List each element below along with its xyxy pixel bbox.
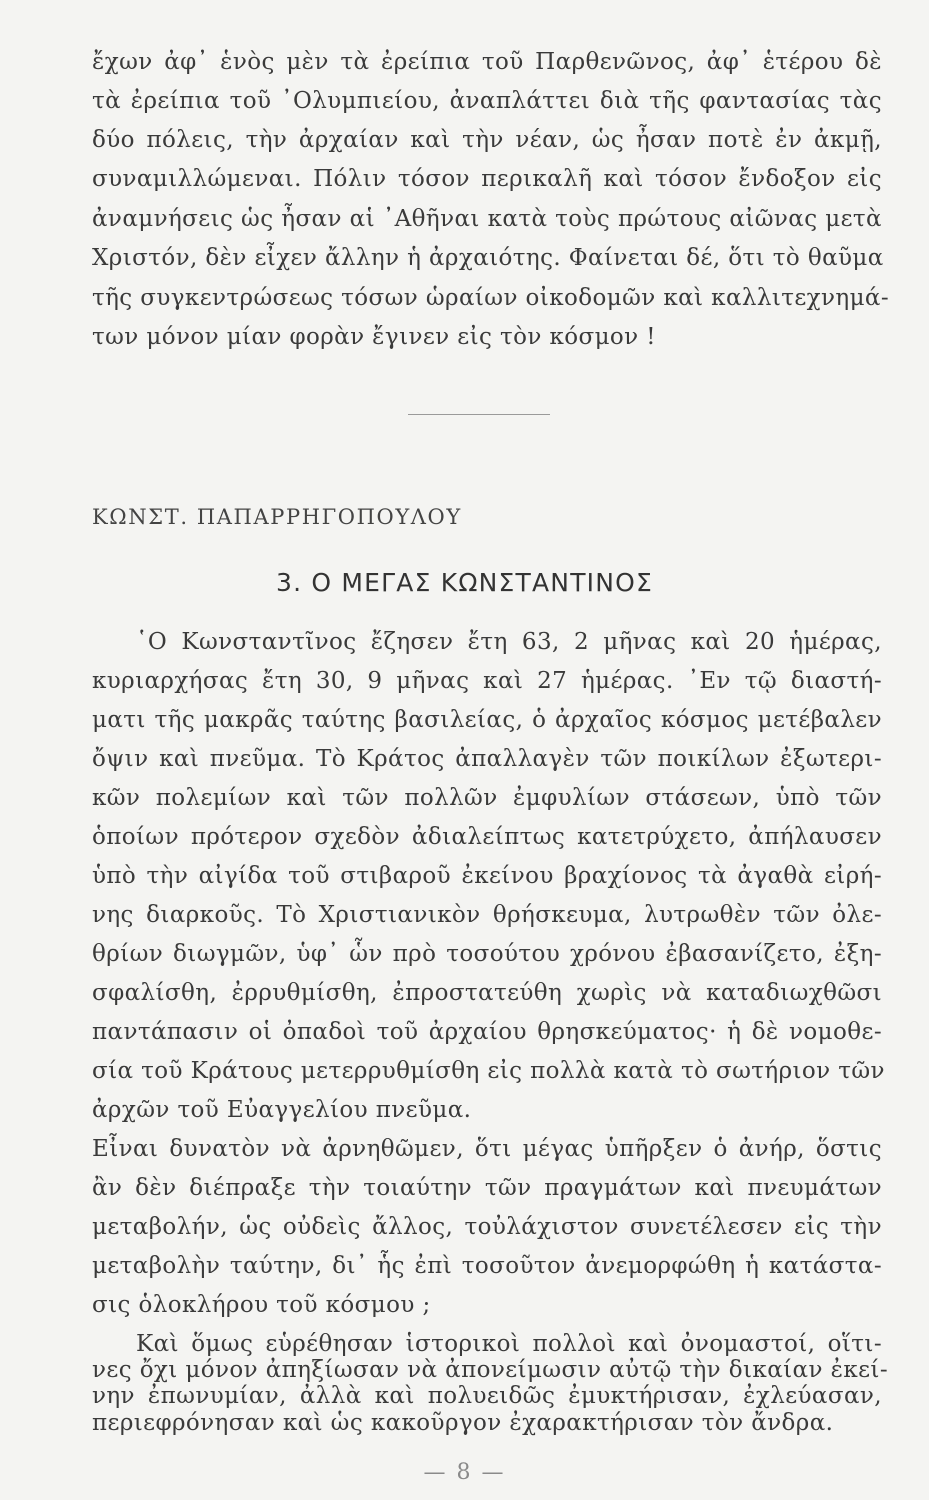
text-line: νην ἐπωνυμίαν, ἀλλὰ καὶ πολυειδῶς ἐμυκτήρισαν, ἐχλεύασαν, [92, 1383, 882, 1409]
text-line: κυριαρχήσας ἔτη 30, 9 μῆνας καὶ 27 ἡμέρας. ᾿Εν τῷ διαστή- [92, 668, 882, 694]
text-line: σις ὁλοκλήρου τοῦ κόσμου ; [92, 1292, 431, 1318]
text-line: νες ὄχι μόνον ἀπηξίωσαν νὰ ἀπονείμωσιν αὐτῷ τὴν δικαίαν ἐκεί- [92, 1357, 889, 1383]
text-line: μεταβολὴν ταύτην, δι᾽ ἧς ἐπὶ τοσοῦτον ἀνεμορφώθη ἡ κατάστα- [92, 1253, 882, 1279]
text-line: σφαλίσθη, ἐρρυθμίσθη, ἐπροστατεύθη χωρὶς νὰ καταδιωχθῶσι [92, 980, 882, 1006]
text-line: ὄψιν καὶ πνεῦμα. Τὸ Κράτος ἀπαλλαγὲν τῶν ποικίλων ἐξωτερι- [92, 746, 882, 772]
text-line: ὑπὸ τὴν αἰγίδα τοῦ στιβαροῦ ἐκείνου βραχίονος τὰ ἀγαθὰ εἰρή- [92, 863, 882, 889]
text-line: Χριστόν, δὲν εἶχεν ἄλλην ἡ ἀρχαιότης. Φαίνεται δέ, ὅτι τὸ θαῦμα [92, 245, 884, 271]
text-line: Καὶ ὅμως εὑρέθησαν ἱστορικοὶ πολλοὶ καὶ ὀνομαστοί, οἵτι- [136, 1331, 882, 1357]
text-line: ἀρχῶν τοῦ Εὐαγγελίου πνεῦμα. [92, 1097, 472, 1123]
text-line: ὁποίων πρότερον σχεδὸν ἀδιαλείπτως κατετρύχετο, ἀπήλαυσεν [92, 824, 882, 850]
text-line: θρίων διωγμῶν, ὑφ᾽ ὧν πρὸ τοσούτου χρόνου ἐβασανίζετο, ἐξη- [92, 941, 882, 967]
text-line: ματι τῆς μακρᾶς ταύτης βασιλείας, ὁ ἀρχαῖος κόσμος μετέβαλεν [92, 707, 882, 733]
text-line: τῆς συγκεντρώσεως τόσων ὡραίων οἰκοδομῶν καὶ καλλιτεχνημά- [92, 285, 890, 311]
text-line: παντάπασιν οἱ ὀπαδοὶ τοῦ ἀρχαίου θρησκεύματος· ἡ δὲ νομοθε- [92, 1019, 882, 1045]
text-line: νης διαρκοῦς. Τὸ Χριστιανικὸν θρήσκευμα, λυτρωθὲν τῶν ὀλε- [92, 902, 882, 928]
text-line: σία τοῦ Κράτους μετερρυθμίσθη εἰς πολλὰ κατὰ τὸ σωτήριον τῶν [92, 1058, 885, 1084]
text-line: ἀναμνήσεις ὡς ἦσαν αἱ ᾿Αθῆναι κατὰ τοὺς πρώτους αἰῶνας μετὰ [92, 206, 882, 232]
text-line: ἔχων ἀφ᾽ ἑνὸς μὲν τὰ ἐρείπια τοῦ Παρθενῶνος, ἀφ᾽ ἑτέρου δὲ [92, 49, 882, 75]
section-divider [408, 414, 550, 415]
text-line: τὰ ἐρείπια τοῦ ᾿Ολυμπιείου, ἀναπλάττει διὰ τῆς φαντασίας τὰς [92, 88, 882, 114]
chapter-heading: 3. Ο ΜΕΓΑΣ ΚΩΝΣΤΑΝΤΙΝΟΣ [275, 568, 654, 597]
author-name: ΚΩΝΣΤ. ΠΑΠΑΡΡΗΓΟΠΟΥΛΟΥ [92, 505, 462, 529]
text-line: συναμιλλώμεναι. Πόλιν τόσον περικαλῆ καὶ τόσον ἔνδοξον εἰς [92, 166, 882, 192]
text-line: δύο πόλεις, τὴν ἀρχαίαν καὶ τὴν νέαν, ὡς ἦσαν ποτὲ ἐν ἀκμῇ, [92, 127, 882, 153]
text-line: Εἶναι δυνατὸν νὰ ἀρνηθῶμεν, ὅτι μέγας ὑπῆρξεν ὁ ἀνήρ, ὅστις [92, 1136, 882, 1162]
text-line: μεταβολήν, ὡς οὐδεὶς ἄλλος, τοὐλάχιστον συνετέλεσεν εἰς τὴν [92, 1214, 882, 1240]
text-line: ῾Ο Κωνσταντῖνος ἔζησεν ἔτη 63, 2 μῆνας καὶ 20 ἡμέρας, [136, 629, 882, 655]
text-line: κῶν πολεμίων καὶ τῶν πολλῶν ἐμφυλίων στάσεων, ὑπὸ τῶν [92, 785, 882, 811]
page-number: — 8 — [423, 1460, 506, 1485]
text-line: ἂν δὲν διέπραξε τὴν τοιαύτην τῶν πραγμάτων καὶ πνευμάτων [92, 1175, 882, 1201]
text-line: των μόνον μίαν φορὰν ἔγινεν εἰς τὸν κόσμον ! [92, 324, 656, 350]
text-line: περιεφρόνησαν καὶ ὡς κακοῦργον ἐχαρακτήρισαν τὸν ἄνδρα. [92, 1410, 834, 1436]
